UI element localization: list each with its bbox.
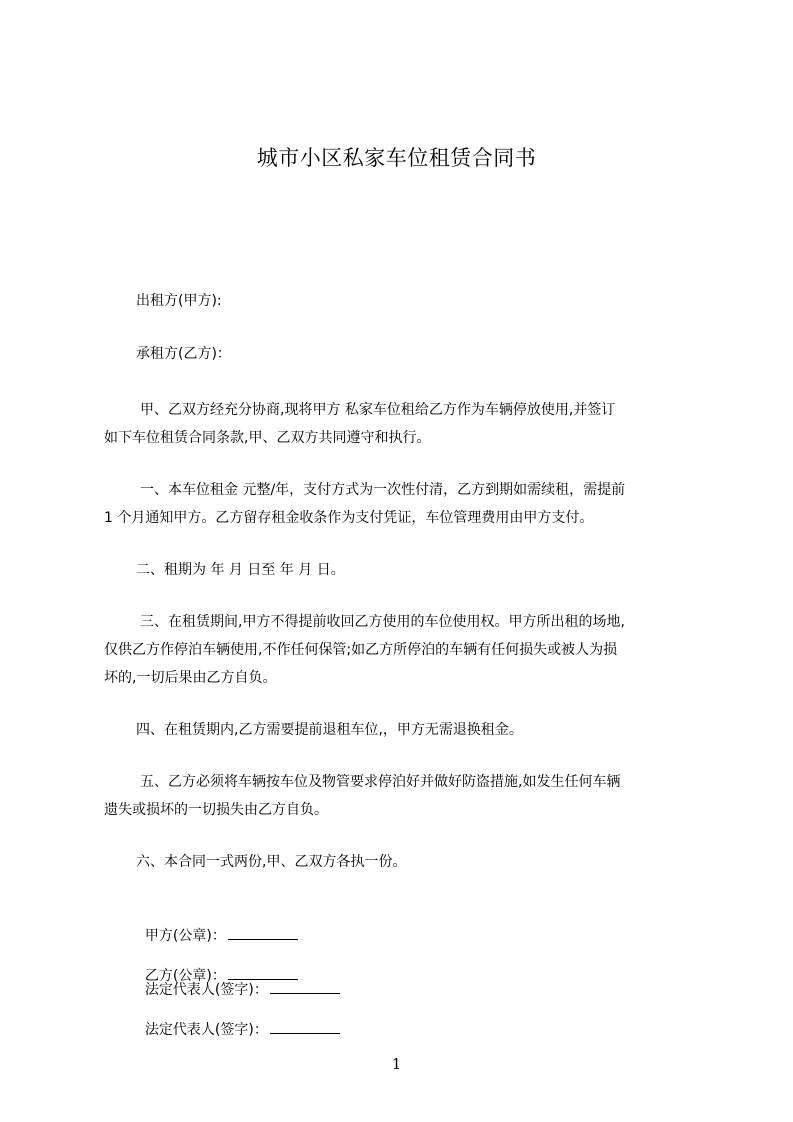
rep-a-blank[interactable]	[270, 980, 340, 994]
page-number: 1	[391, 1055, 402, 1073]
rep-b-blank[interactable]	[270, 1020, 340, 1034]
rep-a-label: 法定代表人(签字)：	[144, 982, 268, 998]
intro-line-1: 甲、乙双方经充分协商,现将甲方 私家车位租给乙方作为车辆停放使用,并签订	[140, 402, 616, 418]
clause-4: 四、在租赁期内,乙方需要提前退租车位,，甲方无需退换租金。	[136, 722, 523, 738]
clause-5-line-2: 遗失或损坏的一切损失由乙方自负。	[104, 802, 328, 818]
representative-row	[136, 960, 340, 1040]
lessor-label: 出租方(甲方):	[136, 293, 222, 309]
clause-3-line-3: 坏的,一切后果由乙方自负。	[104, 670, 277, 686]
clause-3-line-1: 三、在租赁期间,甲方不得提前收回乙方使用的车位使用权。甲方所出租的场地,	[140, 614, 625, 630]
rep-b-label: 法定代表人(签字)：	[144, 1022, 268, 1038]
lessee-label: 承租方(乙方)：	[136, 346, 231, 362]
intro-line-2: 如下车位租赁合同条款,甲、乙双方共同遵守和执行。	[104, 430, 431, 446]
party-a-seal-blank[interactable]	[228, 926, 298, 940]
clause-5-line-1: 五、乙方必须将车辆按车位及物管要求停泊好并做好防盗措施,如发生任何车辆	[140, 774, 621, 790]
party-a-seal-label: 甲方(公章)：	[144, 928, 226, 944]
clause-1-line-2: 1 个月通知甲方。乙方留存租金收条作为支付凭证，车位管理费用由甲方支付。	[104, 510, 594, 526]
document-title: 城市小区私家车位租赁合同书	[256, 146, 537, 170]
clause-1-line-1: 一、本车位租金 元整/年，支付方式为一次性付清，乙方到期如需续租，需提前	[140, 482, 626, 498]
clause-2: 二、租期为 年 月 日至 年 月 日。	[136, 562, 345, 578]
clause-6: 六、本合同一式两份,甲、乙双方各执一份。	[136, 854, 407, 870]
party-b-seal-label: 乙方(公章)：	[144, 968, 226, 984]
clause-3-line-2: 仅供乙方作停泊车辆使用,不作任何保管;如乙方所停泊的车辆有任何损失或被人为损	[104, 642, 618, 658]
